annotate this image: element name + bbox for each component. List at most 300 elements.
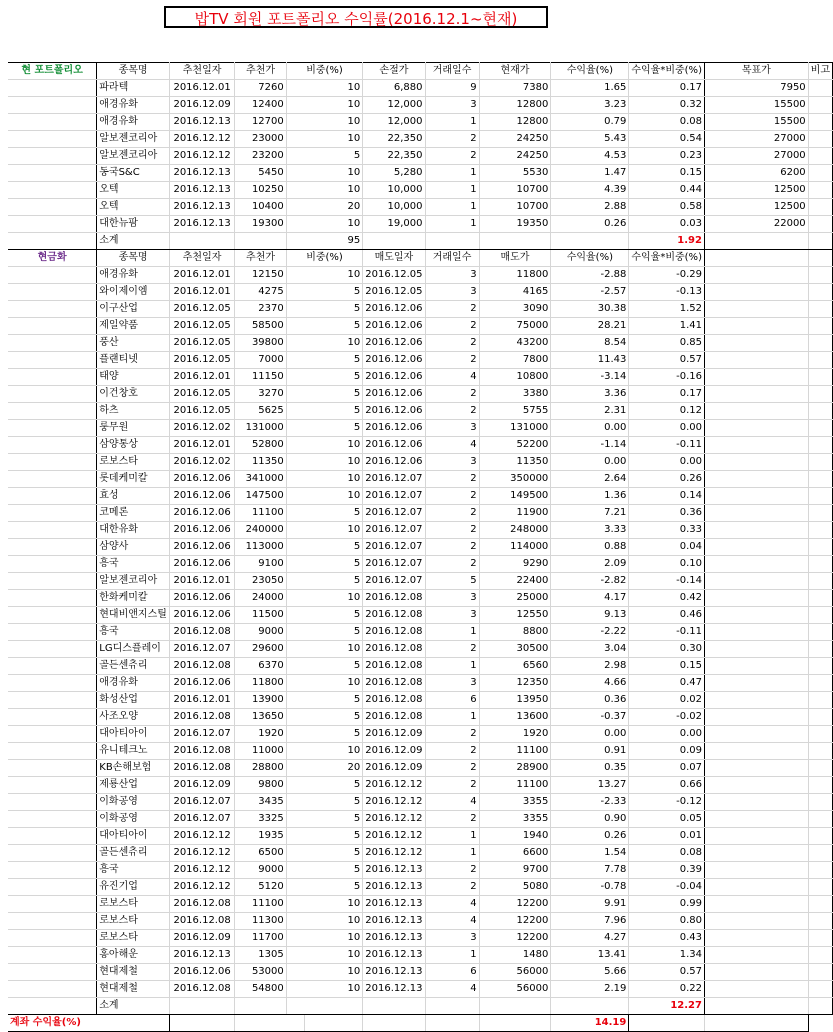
column-header: 목표가 [704, 63, 808, 80]
cell [169, 1015, 234, 1032]
recommend-date: 2016.12.12 [169, 879, 234, 896]
subtotal-return: 1.92 [629, 233, 705, 250]
weight: 10 [286, 964, 363, 981]
cell [704, 403, 808, 420]
cell [808, 624, 832, 641]
sell-date: 2016.12.07 [363, 471, 425, 488]
weighted-return: 0.02 [629, 692, 705, 709]
weight: 5 [286, 420, 363, 437]
weighted-return: 0.44 [629, 182, 705, 199]
recommend-price: 5120 [235, 879, 286, 896]
cell [704, 624, 808, 641]
weight: 5 [286, 862, 363, 879]
weighted-return: 0.15 [629, 658, 705, 675]
cell [704, 760, 808, 777]
return-pct: 2.98 [551, 658, 629, 675]
stop-loss-price: 12,000 [363, 114, 425, 131]
weight: 10 [286, 131, 363, 148]
recommend-price: 23200 [235, 148, 286, 165]
target-price: 27000 [704, 131, 808, 148]
current-price: 24250 [479, 148, 551, 165]
sell-price: 12200 [479, 896, 551, 913]
trading-days: 3 [425, 675, 479, 692]
recommend-price: 10250 [235, 182, 286, 199]
recommend-date: 2016.12.13 [169, 114, 234, 131]
return-pct: 0.00 [551, 420, 629, 437]
weighted-return: 0.33 [629, 522, 705, 539]
table-row [8, 845, 833, 862]
column-header: 비고 [808, 63, 832, 80]
recommend-date: 2016.12.13 [169, 216, 234, 233]
return-pct: 9.91 [551, 896, 629, 913]
cell [704, 471, 808, 488]
sell-date: 2016.12.09 [363, 760, 425, 777]
current-price: 19350 [479, 216, 551, 233]
trading-days: 2 [425, 777, 479, 794]
recommend-price: 9000 [235, 624, 286, 641]
section-blank [8, 199, 97, 216]
weight: 5 [286, 148, 363, 165]
sell-price: 12350 [479, 675, 551, 692]
trading-days: 2 [425, 301, 479, 318]
stock-name: 하츠 [97, 403, 170, 420]
cell [808, 437, 832, 454]
weight: 10 [286, 743, 363, 760]
stop-loss-price: 22,350 [363, 131, 425, 148]
section-blank [8, 811, 97, 828]
stop-loss-price: 10,000 [363, 182, 425, 199]
cell [704, 981, 808, 998]
current-price: 10700 [479, 199, 551, 216]
recommend-date: 2016.12.07 [169, 794, 234, 811]
sell-price: 1920 [479, 726, 551, 743]
note [808, 97, 832, 114]
sell-price: 248000 [479, 522, 551, 539]
cell [808, 369, 832, 386]
column-header: 비중(%) [286, 250, 363, 267]
sell-date: 2016.12.07 [363, 488, 425, 505]
recommend-price: 13650 [235, 709, 286, 726]
sell-price: 13950 [479, 692, 551, 709]
cell [704, 964, 808, 981]
weighted-return: 0.58 [629, 199, 705, 216]
recommend-price: 7260 [235, 80, 286, 97]
trading-days: 3 [425, 284, 479, 301]
recommend-date: 2016.12.06 [169, 488, 234, 505]
section-blank [8, 233, 97, 250]
recommend-price: 29600 [235, 641, 286, 658]
cell [704, 709, 808, 726]
weight: 10 [286, 267, 363, 284]
weight: 10 [286, 522, 363, 539]
recommend-price: 58500 [235, 318, 286, 335]
cell [425, 233, 479, 250]
table-row [8, 335, 833, 352]
recommend-price: 12400 [235, 97, 286, 114]
cell [808, 709, 832, 726]
weight: 5 [286, 301, 363, 318]
weighted-return: 0.09 [629, 743, 705, 760]
table-row [8, 437, 833, 454]
stock-name: 대아티아이 [97, 828, 170, 845]
return-pct: -0.78 [551, 879, 629, 896]
stock-name: 알보젠코리아 [97, 131, 170, 148]
trading-days: 2 [425, 148, 479, 165]
section-blank [8, 930, 97, 947]
section-blank [8, 624, 97, 641]
weight: 5 [286, 726, 363, 743]
sell-date: 2016.12.13 [363, 947, 425, 964]
table-row [8, 403, 833, 420]
sell-price: 9290 [479, 556, 551, 573]
weight: 10 [286, 488, 363, 505]
cell [808, 301, 832, 318]
table-row [8, 692, 833, 709]
recommend-date: 2016.12.13 [169, 947, 234, 964]
sell-price: 25000 [479, 590, 551, 607]
trading-days: 2 [425, 641, 479, 658]
stock-name: 흥국 [97, 624, 170, 641]
cell [704, 556, 808, 573]
sell-price: 4165 [479, 284, 551, 301]
return-pct: 1.47 [551, 165, 629, 182]
current-price: 12800 [479, 97, 551, 114]
note [808, 165, 832, 182]
recommend-date: 2016.12.01 [169, 369, 234, 386]
sell-price: 8800 [479, 624, 551, 641]
recommend-date: 2016.12.01 [169, 267, 234, 284]
cell [808, 811, 832, 828]
trading-days: 2 [425, 743, 479, 760]
recommend-date: 2016.12.06 [169, 590, 234, 607]
cell [425, 998, 479, 1015]
table-row [8, 522, 833, 539]
cell [704, 641, 808, 658]
target-price: 22000 [704, 216, 808, 233]
trading-days: 2 [425, 131, 479, 148]
section-blank [8, 114, 97, 131]
current-price: 24250 [479, 131, 551, 148]
cell [808, 726, 832, 743]
recommend-price: 3435 [235, 794, 286, 811]
return-pct: 0.88 [551, 539, 629, 556]
weighted-return: 1.41 [629, 318, 705, 335]
cell [704, 233, 808, 250]
sell-date: 2016.12.06 [363, 386, 425, 403]
stock-name: 현대제철 [97, 981, 170, 998]
account-return-label: 계좌 수익율(%) [8, 1015, 169, 1032]
weighted-return: 0.08 [629, 845, 705, 862]
section-blank [8, 760, 97, 777]
weight: 5 [286, 403, 363, 420]
cell [551, 998, 629, 1015]
cell [808, 675, 832, 692]
weighted-return: 0.15 [629, 165, 705, 182]
trading-days: 9 [425, 80, 479, 97]
stock-name: 현대비앤지스틸 [97, 607, 170, 624]
section-blank [8, 182, 97, 199]
recommend-price: 9000 [235, 862, 286, 879]
return-pct: -2.33 [551, 794, 629, 811]
sell-price: 3090 [479, 301, 551, 318]
stop-loss-price: 5,280 [363, 165, 425, 182]
table-row [8, 590, 833, 607]
cell [235, 998, 286, 1015]
stock-name: 로보스타 [97, 454, 170, 471]
recommend-date: 2016.12.01 [169, 573, 234, 590]
section-blank [8, 165, 97, 182]
recommend-date: 2016.12.08 [169, 709, 234, 726]
portfolio-header-row [8, 63, 833, 80]
return-pct: 4.17 [551, 590, 629, 607]
recommend-date: 2016.12.12 [169, 845, 234, 862]
weight: 5 [286, 386, 363, 403]
trading-days: 1 [425, 845, 479, 862]
column-header: 매도가 [479, 250, 551, 267]
cell [704, 930, 808, 947]
trading-days: 1 [425, 165, 479, 182]
recommend-price: 12700 [235, 114, 286, 131]
cell [704, 845, 808, 862]
stock-name: 삼양사 [97, 539, 170, 556]
weighted-return: 0.99 [629, 896, 705, 913]
current-price: 12800 [479, 114, 551, 131]
stock-name: 이화공영 [97, 794, 170, 811]
cell [808, 879, 832, 896]
cell [704, 386, 808, 403]
stock-name: 이화공영 [97, 811, 170, 828]
weighted-return: -0.16 [629, 369, 705, 386]
section-blank [8, 454, 97, 471]
recommend-date: 2016.12.12 [169, 828, 234, 845]
cell [808, 828, 832, 845]
table-row [8, 760, 833, 777]
trading-days: 1 [425, 624, 479, 641]
current-price: 7380 [479, 80, 551, 97]
weighted-return: 0.03 [629, 216, 705, 233]
weighted-return: 0.30 [629, 641, 705, 658]
target-price: 15500 [704, 114, 808, 131]
cell [551, 233, 629, 250]
recommend-date: 2016.12.01 [169, 80, 234, 97]
note [808, 216, 832, 233]
recommend-date: 2016.12.02 [169, 420, 234, 437]
section-blank [8, 420, 97, 437]
trading-days: 2 [425, 335, 479, 352]
note [808, 148, 832, 165]
table-row [8, 726, 833, 743]
sell-date: 2016.12.07 [363, 556, 425, 573]
stock-name: 태양 [97, 369, 170, 386]
stock-name: 오텍 [97, 199, 170, 216]
table-row [8, 539, 833, 556]
recommend-date: 2016.12.06 [169, 964, 234, 981]
section-blank [8, 743, 97, 760]
cell [235, 233, 286, 250]
section-blank [8, 641, 97, 658]
weighted-return: 0.22 [629, 981, 705, 998]
weighted-return: -0.12 [629, 794, 705, 811]
sell-date: 2016.12.07 [363, 522, 425, 539]
weight: 10 [286, 641, 363, 658]
return-pct: -2.82 [551, 573, 629, 590]
sell-price: 3355 [479, 794, 551, 811]
section-blank [8, 352, 97, 369]
recommend-date: 2016.12.12 [169, 862, 234, 879]
weighted-return: 0.07 [629, 760, 705, 777]
recommend-date: 2016.12.06 [169, 607, 234, 624]
weight: 5 [286, 658, 363, 675]
sell-price: 43200 [479, 335, 551, 352]
recommend-date: 2016.12.05 [169, 318, 234, 335]
stock-name: KB손해보험 [97, 760, 170, 777]
stock-name: 이구산업 [97, 301, 170, 318]
trading-days: 4 [425, 369, 479, 386]
trading-days: 2 [425, 352, 479, 369]
trading-days: 2 [425, 471, 479, 488]
trading-days: 3 [425, 454, 479, 471]
recommend-price: 3270 [235, 386, 286, 403]
return-pct: 28.21 [551, 318, 629, 335]
sell-date: 2016.12.12 [363, 845, 425, 862]
cell [704, 913, 808, 930]
cell [808, 386, 832, 403]
recommend-price: 53000 [235, 964, 286, 981]
cell [808, 930, 832, 947]
stock-name: 로보스타 [97, 913, 170, 930]
table-row [8, 556, 833, 573]
target-price: 6200 [704, 165, 808, 182]
section-blank [8, 913, 97, 930]
recommend-price: 28800 [235, 760, 286, 777]
stock-name: 이건창호 [97, 386, 170, 403]
sell-date: 2016.12.06 [363, 420, 425, 437]
stock-name: 흥국 [97, 862, 170, 879]
weighted-return: -0.14 [629, 573, 705, 590]
weighted-return: -0.02 [629, 709, 705, 726]
cell [808, 862, 832, 879]
section-blank [8, 539, 97, 556]
table-row [8, 386, 833, 403]
weight: 10 [286, 896, 363, 913]
weight: 10 [286, 471, 363, 488]
cell [704, 573, 808, 590]
weighted-return: 0.00 [629, 454, 705, 471]
table-row [8, 896, 833, 913]
sell-price: 1480 [479, 947, 551, 964]
stock-name: 롯데케미칼 [97, 471, 170, 488]
section-blank [8, 947, 97, 964]
recommend-price: 2370 [235, 301, 286, 318]
trading-days: 4 [425, 913, 479, 930]
sell-price: 12200 [479, 930, 551, 947]
cell [704, 437, 808, 454]
section-blank [8, 896, 97, 913]
section-blank [8, 964, 97, 981]
cell [808, 352, 832, 369]
section-blank [8, 573, 97, 590]
section-blank [8, 97, 97, 114]
cell [704, 267, 808, 284]
cell [363, 1015, 425, 1032]
weighted-return: 0.66 [629, 777, 705, 794]
current-price: 5530 [479, 165, 551, 182]
stock-name: 삼양통상 [97, 437, 170, 454]
section-blank [8, 471, 97, 488]
weight: 5 [286, 845, 363, 862]
sell-price: 11100 [479, 777, 551, 794]
trading-days: 3 [425, 420, 479, 437]
sell-price: 12200 [479, 913, 551, 930]
weighted-return: 0.46 [629, 607, 705, 624]
section-blank [8, 131, 97, 148]
stock-name: 대아티아이 [97, 726, 170, 743]
portfolio-subtotal-row [8, 233, 833, 250]
return-pct: 1.36 [551, 488, 629, 505]
recommend-date: 2016.12.08 [169, 658, 234, 675]
recommend-date: 2016.12.09 [169, 777, 234, 794]
table-row [8, 624, 833, 641]
sell-price: 3380 [479, 386, 551, 403]
sell-price: 3355 [479, 811, 551, 828]
recommend-price: 4275 [235, 284, 286, 301]
note [808, 199, 832, 216]
recommend-date: 2016.12.05 [169, 403, 234, 420]
table-row [8, 420, 833, 437]
cell [704, 947, 808, 964]
subtotal-weight: 95 [286, 233, 363, 250]
section-blank [8, 80, 97, 97]
cell [808, 505, 832, 522]
cell [808, 760, 832, 777]
weight: 10 [286, 97, 363, 114]
section-blank [8, 845, 97, 862]
recommend-price: 39800 [235, 335, 286, 352]
trading-days: 6 [425, 692, 479, 709]
stop-loss-price: 19,000 [363, 216, 425, 233]
recommend-price: 6500 [235, 845, 286, 862]
table-row [8, 182, 833, 199]
sell-date: 2016.12.08 [363, 624, 425, 641]
sell-price: 11800 [479, 267, 551, 284]
recommend-date: 2016.12.13 [169, 182, 234, 199]
recommend-date: 2016.12.06 [169, 556, 234, 573]
table-row [8, 964, 833, 981]
table-row [8, 216, 833, 233]
target-price: 15500 [704, 97, 808, 114]
section-blank [8, 318, 97, 335]
weighted-return: 0.10 [629, 556, 705, 573]
recommend-price: 11700 [235, 930, 286, 947]
return-pct: 3.33 [551, 522, 629, 539]
sell-date: 2016.12.13 [363, 930, 425, 947]
sell-price: 5080 [479, 879, 551, 896]
sell-price: 30500 [479, 641, 551, 658]
sell-price: 350000 [479, 471, 551, 488]
trading-days: 2 [425, 726, 479, 743]
table-row [8, 913, 833, 930]
section-blank [8, 607, 97, 624]
cell [704, 420, 808, 437]
cell [704, 692, 808, 709]
stock-name: 골든센츄리 [97, 658, 170, 675]
recommend-date: 2016.12.13 [169, 165, 234, 182]
trading-days: 3 [425, 267, 479, 284]
return-pct: 0.79 [551, 114, 629, 131]
weighted-return: 0.54 [629, 131, 705, 148]
subtotal-label: 소계 [97, 233, 170, 250]
sell-date: 2016.12.06 [363, 335, 425, 352]
